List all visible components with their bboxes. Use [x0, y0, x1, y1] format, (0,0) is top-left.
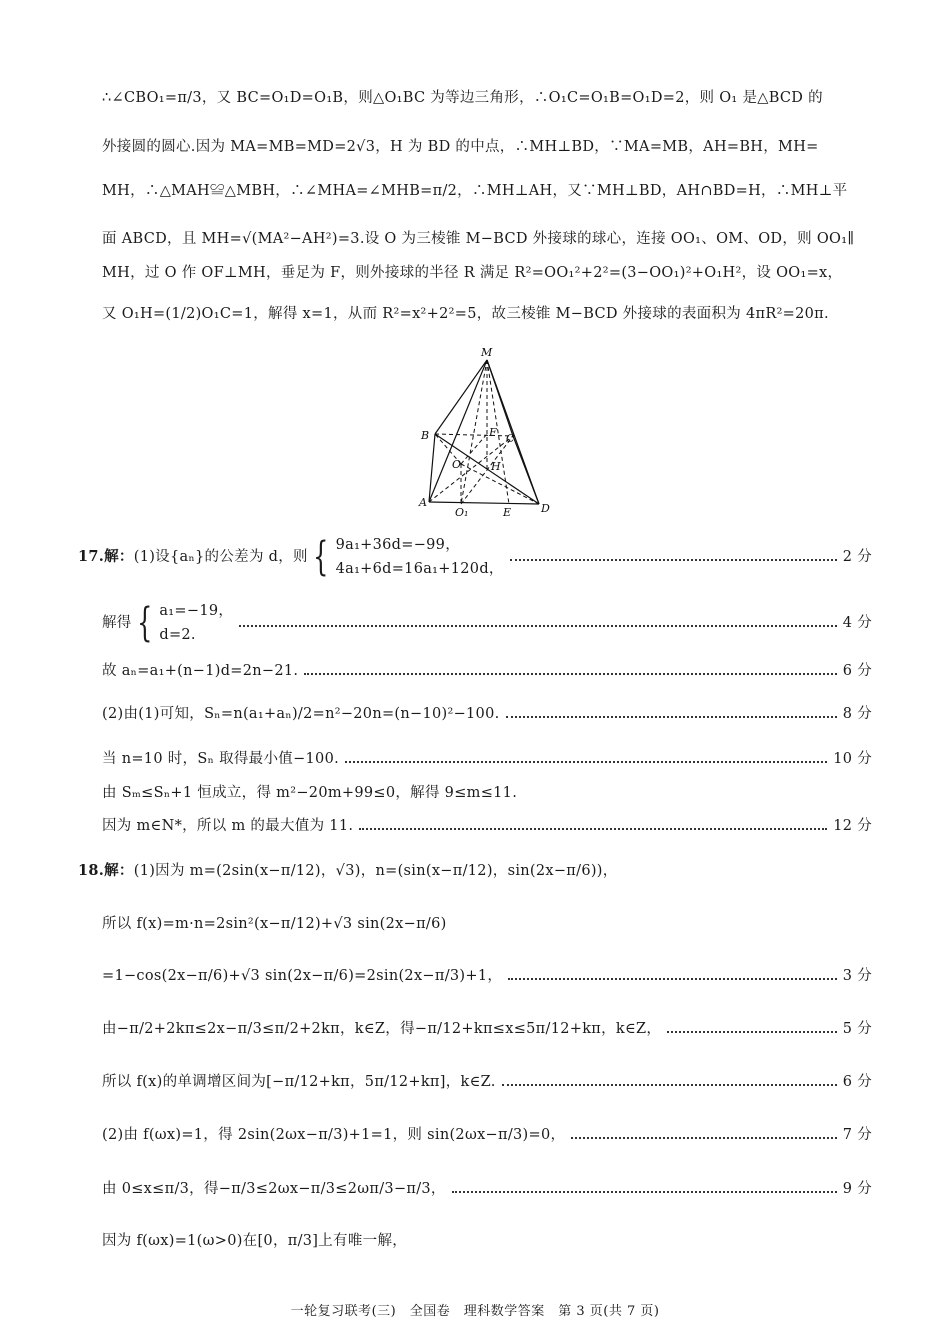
score: 10 分: [833, 751, 872, 767]
q18-step1-text: (1)因为 m=(2sin(x−π/12)，√3)，n=(sin(x−π/12)，sin(2x−π/6))，: [133, 863, 618, 879]
dot-leader: [510, 559, 837, 561]
label-H: H: [491, 460, 501, 473]
q18-step2: 所以 f(x)=m·n=2sin²(x−π/12)+√3 sin(2x−π/6): [102, 916, 447, 932]
q17-eq-1: 9a₁+36d=−99，: [335, 537, 461, 553]
q18-step6: [102, 1124, 872, 1146]
q18-step3: [102, 965, 872, 987]
dot-leader: [359, 828, 827, 830]
q17-step1-text: (1)设{aₙ}的公差为 d，则: [133, 549, 308, 565]
score: 7 分: [842, 1127, 872, 1143]
q18-step7: [102, 1178, 872, 1200]
q18-step3-text: =1−cos(2x−π/6)+√3 sin(2x−π/6)=2sin(2x−π/3)+1，: [102, 968, 503, 984]
q17-step5-text: 当 n=10 时，Sₙ 取得最小值−100.: [102, 751, 340, 767]
score: 5 分: [842, 1021, 872, 1037]
label-D: D: [541, 502, 550, 515]
q17-sol-1: a₁=−19，: [159, 603, 234, 619]
score: 9 分: [842, 1181, 872, 1197]
intro-line-2: 外接圆的圆心.因为 MA=MB=MD=2√3，H 为 BD 的中点，∴MH⊥BD，∵MA=MB，AH=BH，MH=: [102, 139, 819, 155]
q17-step3-text: 故 aₙ=a₁+(n−1)d=2n−21.: [102, 663, 299, 679]
score: 4 分: [842, 615, 872, 631]
left-brace-icon: {: [136, 600, 153, 646]
dot-leader: [502, 1084, 837, 1086]
label-C: C: [506, 432, 515, 445]
q17-step4: [102, 703, 872, 725]
intro-line-6: 又 O₁H=(1/2)O₁C=1，解得 x=1，从而 R²=x²+2²=5，故三棱锥 M−BCD 外接球的表面积为 4πR²=20π.: [102, 306, 829, 322]
dot-leader: [506, 716, 837, 718]
intro-line-5: MH，过 O 作 OF⊥MH，垂足为 F，则外接球的半径 R 满足 R²=OO₁²+2²=(3−OO₁)²+O₁H²，设 OO₁=x，: [102, 265, 843, 281]
q17-step5: [102, 748, 872, 770]
intro-line-4: 面 ABCD，且 MH=√(MA²−AH²)=3.设 O 为三棱锥 M−BCD 外接球的球心，连接 OO₁、OM、OD，则 OO₁∥: [102, 231, 855, 247]
q18-step7-text: 由 0≤x≤π/3，得−π/3≤2ωx−π/3≤2ωπ/3−π/3，: [102, 1181, 446, 1197]
q17-step4-text: (2)由(1)可知，Sₙ=n(a₁+aₙ)/2=n²−20n=(n−10)²−100.: [102, 706, 500, 722]
pyramid-figure: [415, 342, 565, 522]
q18-step4-text: 由−π/2+2kπ≤2x−π/3≤π/2+2kπ，k∈Z，得−π/12+kπ≤x≤5π/12+kπ，k∈Z，: [102, 1021, 662, 1037]
q17-step7: [102, 815, 872, 837]
dot-leader: [508, 978, 837, 980]
q18-label: 18.解：: [78, 862, 134, 879]
q18-step6-text: (2)由 f(ωx)=1，得 2sin(2ωx−π/3)+1=1，则 sin(2ωx−π/3)=0，: [102, 1127, 566, 1143]
label-A: A: [419, 496, 427, 509]
label-B: B: [421, 429, 430, 442]
q17-step3: [102, 660, 872, 682]
label-O: O: [452, 458, 462, 471]
label-E: E: [503, 506, 512, 519]
page-footer: 一轮复习联考(三) 全国卷 理科数学答案 第 3 页(共 7 页): [290, 1304, 660, 1319]
left-brace-icon: {: [312, 534, 329, 580]
score: 6 分: [842, 1074, 872, 1090]
score: 2 分: [842, 549, 872, 565]
q17-system-1: [308, 533, 504, 581]
dot-leader: [304, 673, 836, 675]
q17-label: 17.解：: [78, 548, 134, 565]
score: 6 分: [842, 663, 872, 679]
q18-step8: 因为 f(ωx)=1(ω>0)在[0，π/3]上有唯一解，: [102, 1233, 408, 1249]
dot-leader: [239, 625, 837, 627]
q17-step7-text: 因为 m∈N*，所以 m 的最大值为 11.: [102, 818, 354, 834]
intro-line-1: ∴∠CBO₁=π/3，又 BC=O₁D=O₁B，则△O₁BC 为等边三角形，∴O₁C=O₁B=O₁D=2，则 O₁ 是△BCD 的: [102, 90, 823, 106]
q17-system-2: [132, 599, 234, 647]
score: 12 分: [833, 818, 872, 834]
q18-step5: [102, 1071, 872, 1093]
q17-step2-text: 解得: [102, 615, 132, 631]
q18-step1: [78, 860, 872, 882]
dot-leader: [571, 1137, 836, 1139]
label-M: M: [481, 346, 493, 359]
q17-eq-2: 4a₁+6d=16a₁+120d，: [335, 561, 504, 577]
q17-step1: [78, 532, 872, 582]
score: 8 分: [842, 706, 872, 722]
intro-line-3: MH，∴△MAH≌△MBH，∴∠MHA=∠MHB=π/2，∴MH⊥AH，又∵MH⊥BD，AH∩BD=H，∴MH⊥平: [102, 183, 848, 199]
score: 3 分: [842, 968, 872, 984]
dot-leader: [452, 1191, 837, 1193]
dot-leader: [667, 1031, 837, 1033]
q18-step5-text: 所以 f(x)的单调增区间为[−π/12+kπ，5π/12+kπ]，k∈Z.: [102, 1074, 496, 1090]
label-F: F: [489, 426, 497, 439]
q17-sol-2: d=2.: [159, 627, 196, 643]
label-O1: O₁: [455, 506, 469, 519]
dot-leader: [345, 761, 827, 763]
q18-step4: [102, 1018, 872, 1040]
q17-step6: 由 Sₘ≤Sₙ+1 恒成立，得 m²−20m+99≤0，解得 9≤m≤11.: [102, 785, 518, 801]
q17-step2: [102, 598, 872, 648]
